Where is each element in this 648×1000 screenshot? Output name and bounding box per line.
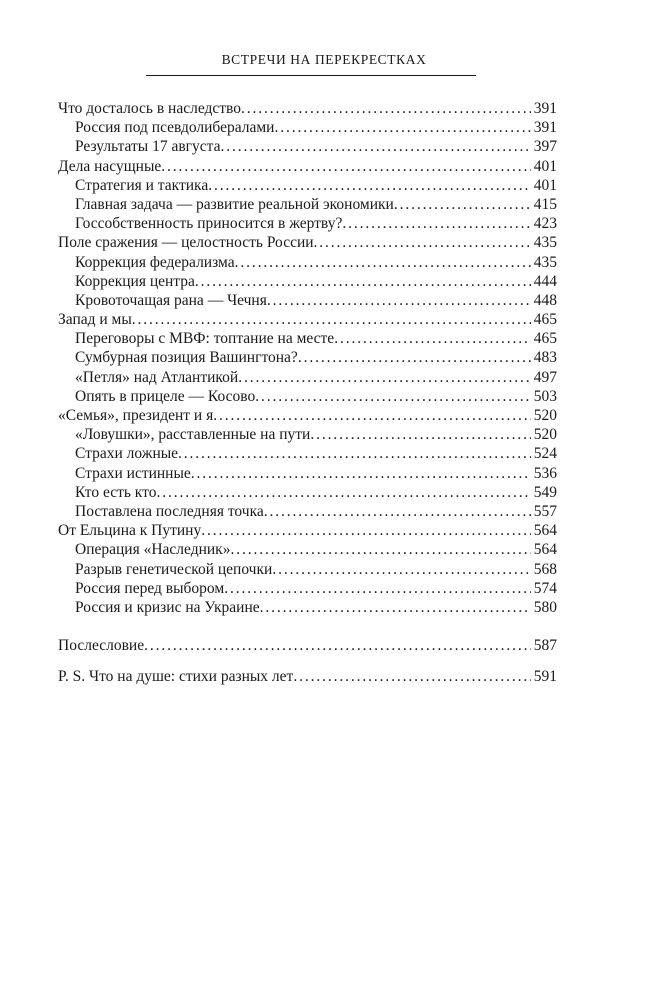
toc-entry-title: Стратегия и тактика — [75, 176, 209, 194]
toc-entry-page: 397 — [533, 138, 557, 156]
toc-entry-page: 465 — [533, 311, 557, 329]
toc-entry — [58, 560, 557, 579]
toc-entry-page: 401 — [533, 176, 557, 194]
toc-entry — [58, 579, 557, 598]
dot-leader — [201, 521, 531, 540]
dot-leader — [213, 406, 531, 425]
dot-leader — [260, 598, 531, 617]
toc-entry-title: Разрыв генетической цепочки — [75, 560, 273, 578]
toc-entry — [58, 157, 557, 176]
toc-entry-page: 557 — [533, 502, 557, 520]
toc-entry-title: Кто есть кто — [75, 483, 157, 501]
toc-entry-page: 580 — [533, 598, 557, 616]
toc-entry-title: От Ельцина к Путину — [58, 522, 202, 540]
toc-entry-page: 574 — [533, 579, 557, 597]
toc-entry-title: Операция «Наследник» — [75, 541, 231, 559]
dot-leader — [224, 579, 531, 598]
toc-entry — [58, 310, 557, 329]
toc-entry — [58, 137, 557, 156]
dot-leader — [220, 137, 531, 156]
dot-leader — [235, 253, 531, 272]
toc-entry — [58, 425, 557, 444]
toc-entry-title: Что досталось в наследство — [58, 100, 242, 117]
toc-entry-title: Главная задача — развитие реальной экономики — [75, 195, 394, 213]
dot-leader — [274, 118, 531, 137]
toc-entry — [58, 214, 557, 233]
dot-leader — [342, 214, 531, 233]
toc-entry-title: P. S. Что на душе: стихи разных лет — [58, 668, 294, 686]
toc-entry-page: 564 — [533, 541, 557, 559]
dot-leader — [264, 502, 531, 521]
dot-leader — [195, 272, 531, 291]
toc-entry-page: 465 — [533, 330, 557, 348]
dot-leader — [394, 195, 531, 214]
toc-entry-title: «Семья», президент и я — [58, 407, 214, 424]
toc-entry — [58, 464, 557, 483]
toc-entry — [58, 444, 557, 463]
toc-entry — [58, 272, 557, 291]
toc-entry-page: 391 — [533, 119, 557, 137]
dot-leader — [161, 157, 531, 176]
toc-entry-title: Кровоточащая рана — Чечня — [75, 291, 267, 309]
toc-entry — [58, 348, 557, 367]
dot-leader — [255, 387, 531, 406]
toc-entry-page: 401 — [533, 157, 557, 175]
toc-entry-page: 520 — [533, 407, 557, 424]
toc-entry-title: Россия перед выбором — [75, 579, 225, 597]
toc-entry — [58, 483, 557, 502]
dot-leader — [208, 176, 531, 195]
toc-entry-title: Послесловие — [58, 637, 145, 655]
toc-entry-page: 497 — [533, 368, 557, 386]
dot-leader — [144, 636, 531, 655]
toc-entry-title: Страхи ложные — [75, 445, 179, 463]
toc-entry — [58, 387, 557, 406]
toc-entry-page: 520 — [533, 426, 557, 444]
toc-entry — [58, 667, 557, 686]
toc-entry — [58, 636, 557, 655]
toc-entry-page: 391 — [533, 100, 557, 117]
toc-entry-page: 524 — [533, 445, 557, 463]
toc-entry-page: 483 — [533, 349, 557, 367]
toc-entry-title: Сумбурная позиция Вашингтона? — [75, 349, 298, 367]
dot-leader — [156, 483, 531, 502]
toc-entry-title: Переговоры с МВФ: топтание на месте — [75, 330, 335, 348]
toc-entry-title: Запад и мы — [58, 311, 132, 329]
toc-entry-page: 568 — [533, 560, 557, 578]
toc-entry-title: Госсобственность приносится в жертву? — [75, 215, 343, 233]
dot-leader — [230, 540, 531, 559]
toc-entry-title: Поле сражения — целостность России — [58, 234, 314, 252]
toc-entry-title: Коррекция центра — [75, 272, 195, 290]
dot-leader — [178, 444, 531, 463]
toc-entry — [58, 329, 557, 348]
dot-leader — [241, 99, 531, 118]
toc-entry — [58, 540, 557, 559]
toc-entry-page: 587 — [533, 637, 557, 655]
dot-leader — [267, 291, 531, 310]
toc-entry-title: Россия под псевдолибералами — [75, 119, 275, 137]
toc-entry — [58, 176, 557, 195]
toc-entry — [58, 598, 557, 617]
header-rule — [146, 75, 476, 76]
dot-leader — [293, 667, 531, 686]
dot-leader — [334, 329, 531, 348]
toc-entry-page: 435 — [533, 234, 557, 252]
toc-entry-page: 415 — [533, 195, 557, 213]
toc-entry — [58, 521, 557, 540]
toc-entry-page: 448 — [533, 291, 557, 309]
toc-entry-page: 423 — [533, 215, 557, 233]
toc-entry-page: 435 — [533, 253, 557, 271]
table-of-contents — [58, 99, 557, 686]
dot-leader — [272, 560, 531, 579]
toc-entry — [58, 233, 557, 252]
toc-entry-title: «Ловушки», расставленные на пути — [75, 426, 311, 444]
toc-entry-page: 564 — [533, 522, 557, 540]
toc-entry-page: 591 — [533, 668, 557, 686]
dot-leader — [191, 464, 531, 483]
dot-leader — [314, 233, 531, 252]
dot-leader — [238, 368, 531, 387]
toc-entry — [58, 253, 557, 272]
toc-entry-title: «Петля» над Атлантикой — [75, 368, 239, 386]
toc-entry — [58, 502, 557, 521]
dot-leader — [310, 425, 531, 444]
toc-entry-page: 536 — [533, 464, 557, 482]
toc-entry — [58, 291, 557, 310]
toc-entry-title: Коррекция федерализма — [75, 253, 235, 271]
toc-entry — [58, 99, 557, 118]
toc-entry-page: 444 — [533, 272, 557, 290]
toc-entry-title: Поставлена последняя точка — [75, 502, 264, 520]
toc-entry — [58, 368, 557, 387]
toc-entry-title: Результаты 17 августа — [75, 138, 221, 156]
dot-leader — [298, 348, 531, 367]
toc-entry-title: Россия и кризис на Украине — [75, 598, 260, 616]
toc-entry-title: Дела насущные — [58, 157, 162, 175]
toc-entry — [58, 406, 557, 425]
toc-entry-page: 503 — [533, 387, 557, 405]
toc-entry-title: Опять в прицеле — Косово — [75, 387, 256, 405]
toc-entry-title: Страхи истинные — [75, 464, 191, 482]
toc-entry — [58, 195, 557, 214]
toc-entry-page: 549 — [533, 483, 557, 501]
dot-leader — [132, 310, 531, 329]
toc-entry — [58, 118, 557, 137]
running-header: ВСТРЕЧИ НА ПЕРЕКРЕСТКАХ — [221, 52, 427, 67]
